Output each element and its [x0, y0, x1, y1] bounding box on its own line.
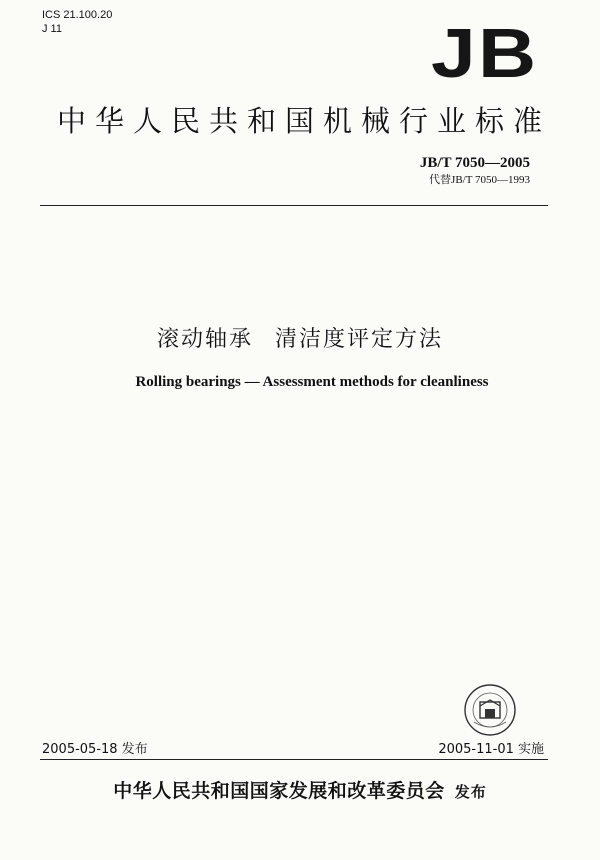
effective-date: 2005-11-01 实施	[438, 742, 544, 757]
document-title-zh	[0, 322, 600, 353]
standard-category-title: 中华人民共和国机械行业标准	[56, 104, 551, 138]
issuer-action: 发布	[454, 783, 487, 801]
classification-block	[42, 8, 112, 36]
document-title-zh-part1: 滚动轴承	[156, 327, 253, 352]
replaces-standard: 代替JB/T 7050—1993	[429, 174, 530, 186]
document-title-zh-part2: 清洁度评定方法	[275, 327, 444, 352]
ccs-code: J 11	[42, 23, 62, 35]
standard-number-block	[420, 154, 530, 188]
jb-logo: JB	[430, 14, 538, 92]
standard-number: JB/T 7050—2005	[419, 155, 530, 171]
bottom-divider	[40, 759, 548, 760]
publish-date: 2005-05-18 发布	[42, 742, 148, 757]
issuer-name: 中华人民共和国国家发展和改革委员会	[113, 780, 445, 802]
issuer-seal-icon	[462, 682, 518, 738]
issuing-authority	[0, 776, 600, 803]
top-divider	[40, 205, 548, 206]
ics-code: ICS 21.100.20	[42, 9, 113, 21]
document-title-en: Rolling bearings — Assessment methods for cleanliness	[135, 374, 489, 390]
